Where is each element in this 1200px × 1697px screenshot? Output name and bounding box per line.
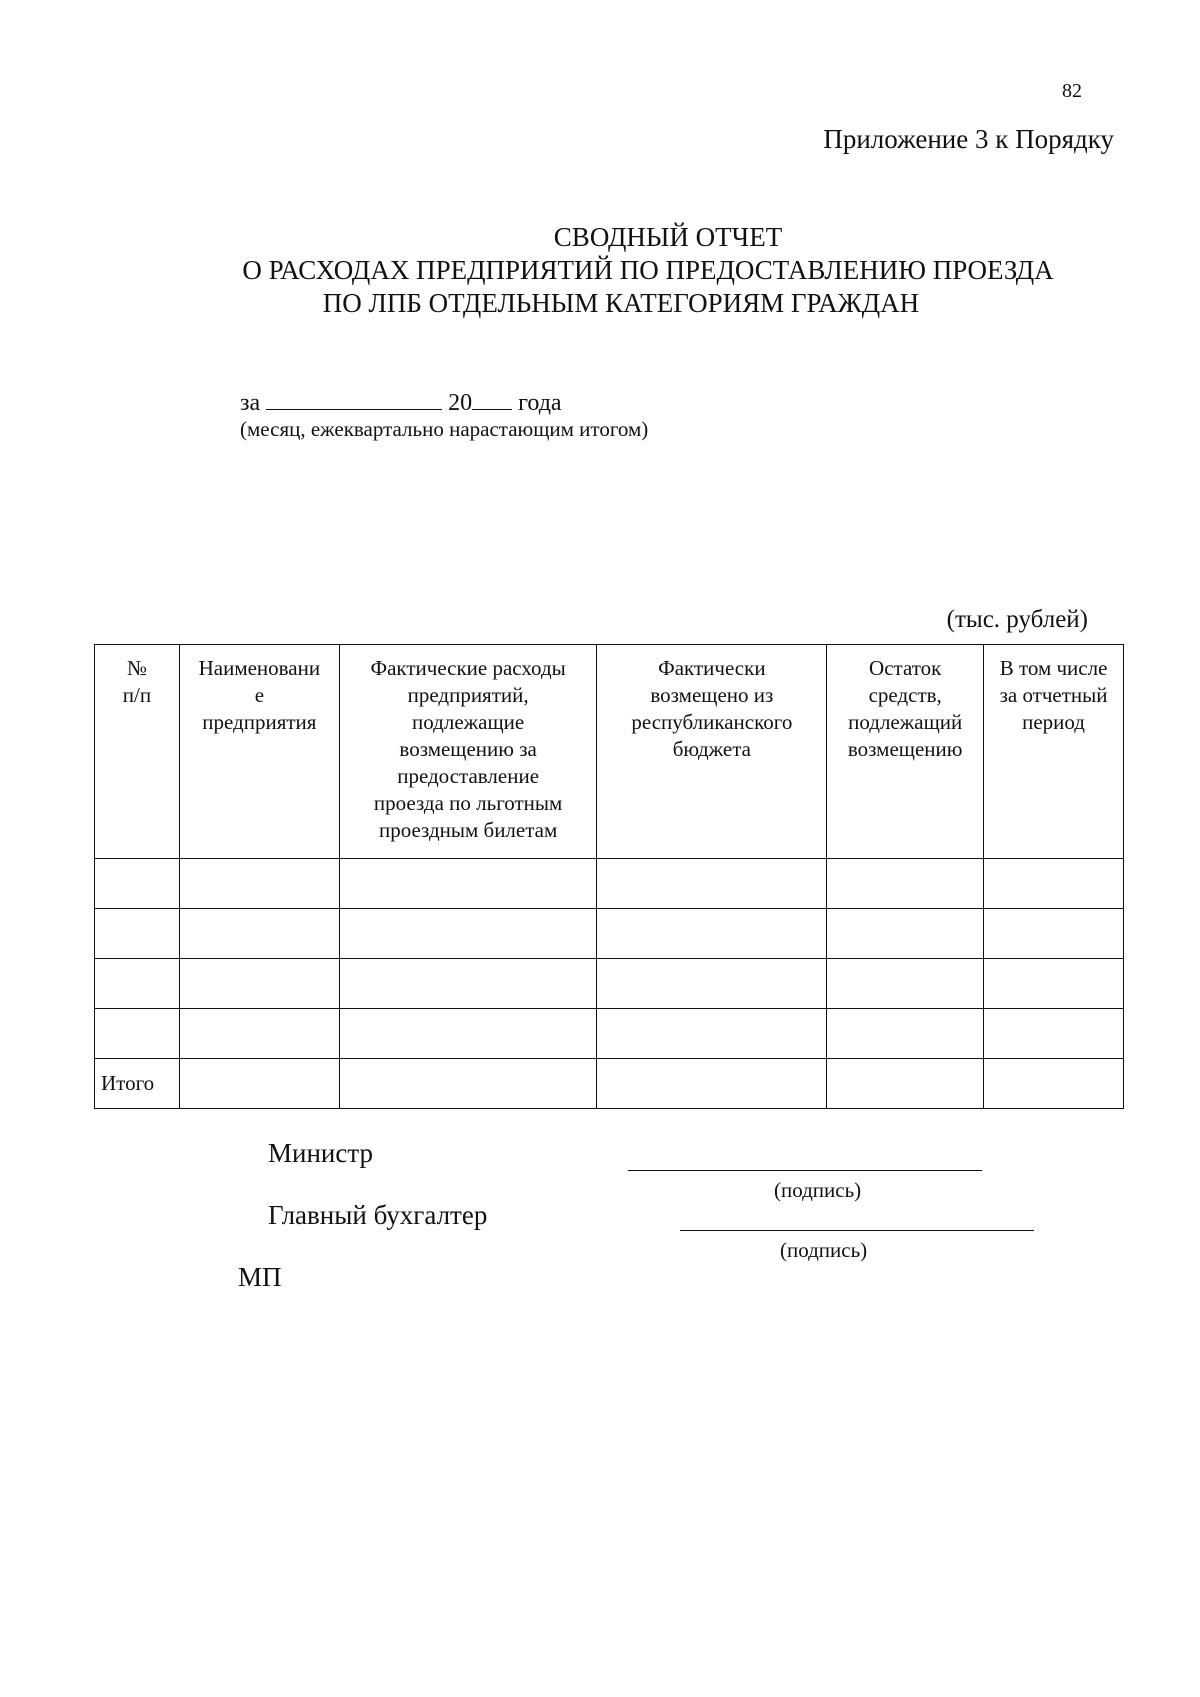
header-line: Остаток bbox=[869, 656, 942, 680]
header-cell-text bbox=[95, 655, 179, 709]
table-cell[interactable] bbox=[179, 859, 339, 909]
header-line: подлежащий bbox=[848, 710, 963, 734]
table-row bbox=[95, 909, 1124, 959]
minister-label: Министр bbox=[268, 1138, 373, 1168]
header-row bbox=[95, 645, 1124, 859]
table-cell[interactable] bbox=[179, 909, 339, 959]
minister-signature-hint: (подпись) bbox=[774, 1178, 862, 1202]
header-line: проезда по льготным bbox=[373, 791, 563, 815]
table-cell[interactable] bbox=[179, 1009, 339, 1059]
table-cell[interactable] bbox=[95, 859, 180, 909]
header-line: подлежащие bbox=[412, 710, 525, 734]
col-reimbursed-header bbox=[597, 645, 827, 859]
table-row bbox=[95, 959, 1124, 1009]
units-label: (тыс. рублей) bbox=[946, 606, 1088, 633]
report-period bbox=[240, 385, 562, 417]
col-period-header bbox=[984, 645, 1124, 859]
appendix-note: Приложение 3 к Порядку bbox=[823, 124, 1114, 154]
title-line-2: О РАСХОДАХ ПРЕДПРИЯТИЙ ПО ПРЕДОСТАВЛЕНИЮ ПРОЕЗДА bbox=[242, 255, 1054, 285]
header-cell-text bbox=[180, 655, 339, 736]
header-line: предоставление bbox=[397, 764, 540, 788]
table-cell[interactable] bbox=[95, 1009, 180, 1059]
header-line: возмещению за bbox=[399, 737, 537, 761]
period-prefix: за bbox=[240, 390, 261, 416]
table-cell[interactable] bbox=[597, 1009, 827, 1059]
table-cell[interactable] bbox=[984, 859, 1124, 909]
table-cell[interactable] bbox=[597, 859, 827, 909]
table-cell[interactable] bbox=[827, 959, 984, 1009]
header-line: средств, bbox=[868, 683, 942, 707]
col-balance-header bbox=[827, 645, 984, 859]
header-line: возмещению bbox=[847, 737, 963, 761]
minister-signature-line[interactable] bbox=[628, 1170, 982, 1171]
header-line: е bbox=[254, 683, 265, 707]
table-cell[interactable] bbox=[95, 909, 180, 959]
header-line: п/п bbox=[122, 683, 152, 707]
year-blank bbox=[472, 385, 512, 410]
report-table bbox=[94, 644, 1124, 1109]
table-cell[interactable] bbox=[827, 909, 984, 959]
table-cell[interactable] bbox=[984, 909, 1124, 959]
table-cell[interactable] bbox=[339, 959, 597, 1009]
title-line-1: СВОДНЫЙ ОТЧЕТ bbox=[553, 222, 783, 252]
period-suffix: года bbox=[518, 390, 562, 416]
header-line: № bbox=[126, 656, 147, 680]
col-company-name-header bbox=[179, 645, 339, 859]
header-cell-text bbox=[597, 655, 826, 763]
header-line: В том числе bbox=[999, 656, 1108, 680]
table-cell[interactable] bbox=[827, 859, 984, 909]
header-line: Фактически bbox=[658, 656, 766, 680]
table-cell[interactable] bbox=[984, 1009, 1124, 1059]
header-line: бюджета bbox=[672, 737, 751, 761]
seal-label: МП bbox=[238, 1262, 282, 1292]
year-prefix: 20 bbox=[448, 390, 473, 416]
header-line: Наименовани bbox=[198, 656, 321, 680]
page-number: 82 bbox=[1062, 80, 1082, 102]
table-cell[interactable] bbox=[179, 1059, 339, 1109]
table-cell[interactable] bbox=[179, 959, 339, 1009]
total-label: Итого bbox=[95, 1059, 180, 1109]
total-row bbox=[95, 1059, 1124, 1109]
col-number-header bbox=[95, 645, 180, 859]
chief-accountant-signature-hint: (подпись) bbox=[780, 1238, 868, 1262]
header-line: Фактические расходы bbox=[370, 656, 566, 680]
header-line: за отчетный bbox=[999, 683, 1108, 707]
table-cell[interactable] bbox=[339, 909, 597, 959]
title-line-3: ПО ЛПБ ОТДЕЛЬНЫМ КАТЕГОРИЯМ ГРАЖДАН bbox=[322, 288, 920, 318]
table-row bbox=[95, 1009, 1124, 1059]
header-line: предприятия bbox=[202, 710, 317, 734]
period-hint: (месяц, ежеквартально нарастающим итогом) bbox=[240, 417, 649, 441]
header-line: предприятий, bbox=[407, 683, 529, 707]
table-cell[interactable] bbox=[827, 1009, 984, 1059]
chief-accountant-signature-line[interactable] bbox=[680, 1230, 1034, 1231]
table-cell[interactable] bbox=[339, 1009, 597, 1059]
table-cell[interactable] bbox=[597, 1059, 827, 1109]
header-cell-text bbox=[340, 655, 597, 844]
table-cell[interactable] bbox=[597, 909, 827, 959]
header-line: возмещено из bbox=[650, 683, 774, 707]
table-cell[interactable] bbox=[95, 959, 180, 1009]
table-cell[interactable] bbox=[984, 959, 1124, 1009]
col-actual-expenses-header bbox=[339, 645, 597, 859]
header-line: республиканского bbox=[631, 710, 793, 734]
header-cell-text bbox=[984, 655, 1123, 736]
table-cell[interactable] bbox=[984, 1059, 1124, 1109]
header-cell-text bbox=[827, 655, 983, 763]
month-blank bbox=[266, 385, 442, 410]
table-cell[interactable] bbox=[339, 859, 597, 909]
chief-accountant-label: Главный бухгалтер bbox=[268, 1200, 488, 1230]
table-row bbox=[95, 859, 1124, 909]
header-line: период bbox=[1022, 710, 1085, 734]
table-cell[interactable] bbox=[339, 1059, 597, 1109]
table-cell[interactable] bbox=[827, 1059, 984, 1109]
table-cell[interactable] bbox=[597, 959, 827, 1009]
header-line: проездным билетам bbox=[378, 818, 558, 842]
